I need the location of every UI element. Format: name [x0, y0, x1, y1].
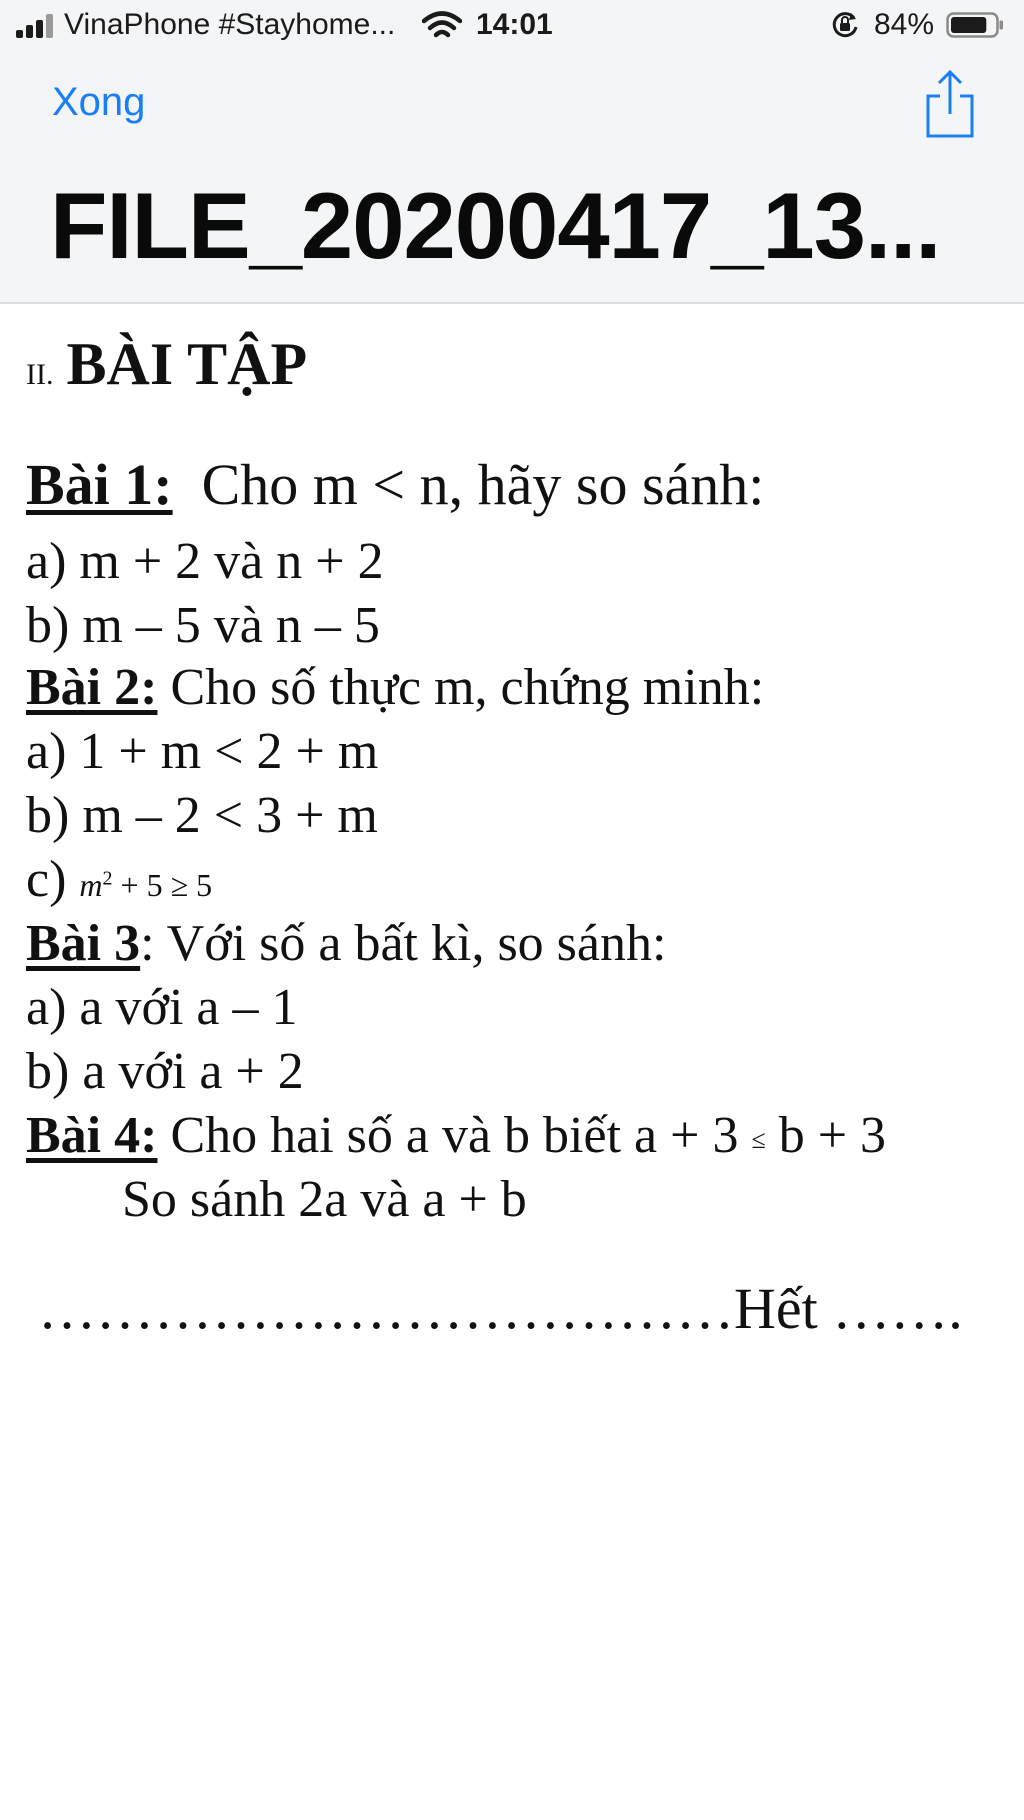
end-marker: ………………………………Hết ……. — [38, 1276, 963, 1341]
exercise-4-label: Bài 4: — [26, 1107, 158, 1164]
exercise-4-text-after: b + 3 — [778, 1107, 887, 1164]
section-title: BÀI TẬP — [66, 331, 308, 397]
exercise-1-a: a) m + 2 và n + 2 — [26, 533, 384, 590]
exercise-2-a: a) 1 + m < 2 + m — [26, 723, 379, 780]
exercise-4-text: Cho hai số a và b biết a + 3 — [170, 1107, 739, 1164]
formula-rest: + 5 ≥ 5 — [120, 867, 213, 903]
exercise-4-line2: So sánh 2a và a + b — [122, 1171, 527, 1228]
less-equal-symbol: ≤ — [751, 1125, 766, 1155]
exercise-1-label: Bài 1: — [26, 452, 173, 517]
exercise-3-heading — [26, 915, 667, 972]
exercise-2-c — [26, 851, 213, 908]
signal-icon — [16, 14, 56, 38]
document-content[interactable] — [0, 304, 1024, 1820]
clock: 14:01 — [476, 8, 553, 41]
wifi-icon — [422, 10, 462, 42]
battery-icon — [946, 12, 1004, 38]
exercise-4-heading — [26, 1107, 887, 1164]
share-icon[interactable] — [922, 68, 978, 140]
carrier-name: VinaPhone #Stayhome... — [64, 8, 396, 41]
document-title: FILE_20200417_13... — [50, 173, 941, 278]
navigation-header — [0, 0, 1024, 304]
exercise-2-label: Bài 2: — [26, 659, 158, 716]
exercise-3-b: b) a với a + 2 — [26, 1043, 304, 1100]
exercise-1-b: b) m – 5 và n – 5 — [26, 597, 380, 654]
exercise-2-heading — [26, 659, 765, 716]
rotation-lock-icon — [830, 10, 860, 40]
exercise-3-a: a) a với a – 1 — [26, 979, 298, 1036]
exercise-1-heading — [26, 452, 765, 517]
exercise-2-b: b) m – 2 < 3 + m — [26, 787, 378, 844]
exercise-3-label: Bài 3 — [26, 915, 141, 972]
exercise-1-text: Cho m < n, hãy so sánh: — [201, 452, 765, 517]
formula-variable: m — [79, 867, 103, 903]
status-bar — [0, 0, 1024, 54]
section-heading — [26, 331, 308, 397]
exercise-3-text: : Với số a bất kì, so sánh: — [140, 915, 667, 972]
done-button[interactable]: Xong — [52, 80, 146, 124]
formula-exponent: 2 — [102, 867, 113, 890]
exercise-2-c-prefix: c) — [26, 851, 67, 908]
exercise-2-c-formula — [79, 867, 212, 903]
section-number: II. — [26, 358, 54, 391]
exercise-2-text: Cho số thực m, chứng minh: — [170, 659, 765, 716]
battery-percentage: 84% — [874, 8, 935, 41]
